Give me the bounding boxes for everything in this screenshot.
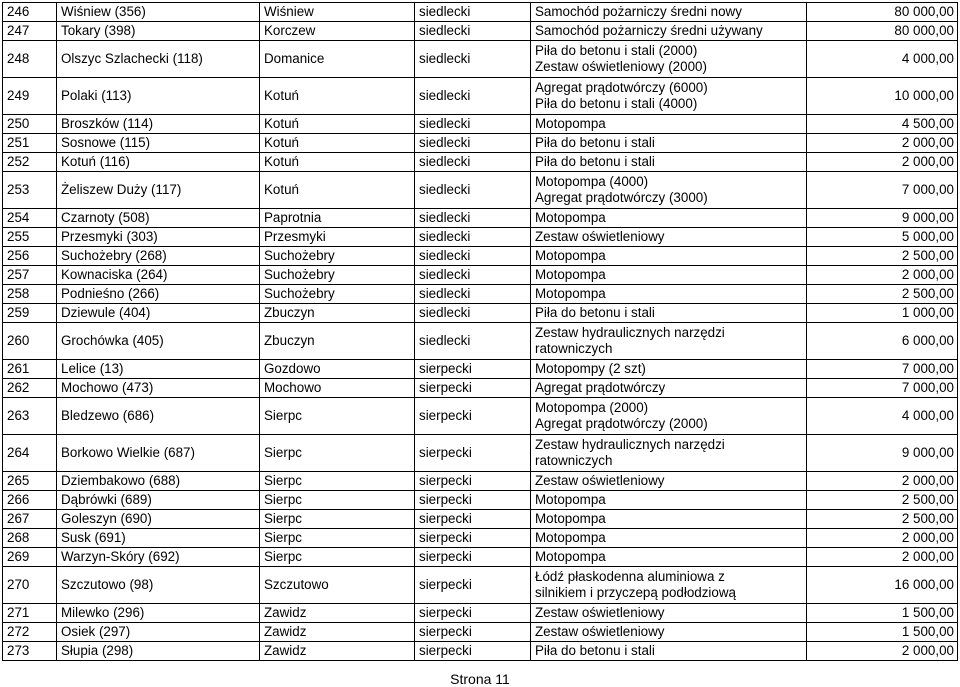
equipment-cell bbox=[531, 379, 807, 398]
commune-cell: Sierpc bbox=[260, 529, 415, 548]
table-row bbox=[3, 548, 958, 567]
equipment-line: Zestaw oświetleniowy bbox=[535, 473, 665, 488]
row-number-cell: 265 bbox=[3, 472, 57, 491]
amount-cell: 4 000,00 bbox=[807, 398, 958, 435]
row-number-cell: 273 bbox=[3, 642, 57, 661]
equipment-line: Agregat prądotwórczy (2000) bbox=[535, 416, 708, 431]
table-row bbox=[3, 323, 958, 360]
commune-cell: Szczutowo bbox=[260, 567, 415, 604]
table-row bbox=[3, 115, 958, 134]
county-cell: siedlecki bbox=[415, 323, 531, 360]
unit-name-cell: Lelice (13) bbox=[57, 360, 260, 379]
county-cell: siedlecki bbox=[415, 134, 531, 153]
table-row bbox=[3, 623, 958, 642]
equipment-cell bbox=[531, 604, 807, 623]
county-cell: siedlecki bbox=[415, 304, 531, 323]
equipment-line: Piła do betonu i stali bbox=[535, 305, 655, 320]
amount-cell: 4 500,00 bbox=[807, 115, 958, 134]
county-cell: siedlecki bbox=[415, 78, 531, 115]
table-row bbox=[3, 266, 958, 285]
county-cell: siedlecki bbox=[415, 41, 531, 78]
table-row bbox=[3, 247, 958, 266]
equipment-cell bbox=[531, 529, 807, 548]
county-cell: siedlecki bbox=[415, 266, 531, 285]
equipment-cell bbox=[531, 642, 807, 661]
county-cell: sierpecki bbox=[415, 623, 531, 642]
equipment-cell bbox=[531, 285, 807, 304]
unit-name-cell: Borkowo Wielkie (687) bbox=[57, 435, 260, 472]
amount-cell: 2 500,00 bbox=[807, 510, 958, 529]
unit-name-cell: Podnieśno (266) bbox=[57, 285, 260, 304]
row-number-cell: 264 bbox=[3, 435, 57, 472]
commune-cell: Suchożebry bbox=[260, 247, 415, 266]
commune-cell: Kotuń bbox=[260, 78, 415, 115]
equipment-cell bbox=[531, 266, 807, 285]
unit-name-cell: Warzyn-Skóry (692) bbox=[57, 548, 260, 567]
county-cell: sierpecki bbox=[415, 510, 531, 529]
row-number-cell: 250 bbox=[3, 115, 57, 134]
amount-cell: 4 000,00 bbox=[807, 41, 958, 78]
unit-name-cell: Szczutowo (98) bbox=[57, 567, 260, 604]
amount-cell: 2 000,00 bbox=[807, 153, 958, 172]
table-row bbox=[3, 285, 958, 304]
county-cell: sierpecki bbox=[415, 642, 531, 661]
commune-cell: Kotuń bbox=[260, 153, 415, 172]
county-cell: sierpecki bbox=[415, 398, 531, 435]
equipment-cell bbox=[531, 360, 807, 379]
table-row bbox=[3, 491, 958, 510]
amount-cell: 16 000,00 bbox=[807, 567, 958, 604]
unit-name-cell: Olszyc Szlachecki (118) bbox=[57, 41, 260, 78]
unit-name-cell: Bledzewo (686) bbox=[57, 398, 260, 435]
amount-cell: 9 000,00 bbox=[807, 435, 958, 472]
equipment-cell bbox=[531, 491, 807, 510]
commune-cell: Gozdowo bbox=[260, 360, 415, 379]
amount-cell: 2 500,00 bbox=[807, 285, 958, 304]
row-number-cell: 247 bbox=[3, 22, 57, 41]
amount-cell: 2 000,00 bbox=[807, 548, 958, 567]
unit-name-cell: Kownaciska (264) bbox=[57, 266, 260, 285]
equipment-line: Agregat prądotwórczy (3000) bbox=[535, 190, 708, 205]
table-row bbox=[3, 529, 958, 548]
amount-cell: 2 000,00 bbox=[807, 134, 958, 153]
commune-cell: Suchożebry bbox=[260, 266, 415, 285]
row-number-cell: 249 bbox=[3, 78, 57, 115]
equipment-cell bbox=[531, 567, 807, 604]
unit-name-cell: Polaki (113) bbox=[57, 78, 260, 115]
amount-cell: 80 000,00 bbox=[807, 22, 958, 41]
county-cell: sierpecki bbox=[415, 472, 531, 491]
amount-cell: 2 000,00 bbox=[807, 472, 958, 491]
row-number-cell: 261 bbox=[3, 360, 57, 379]
equipment-line: Zestaw oświetleniowy (2000) bbox=[535, 59, 707, 74]
equipment-line: Motopompa bbox=[535, 511, 606, 526]
table-row bbox=[3, 172, 958, 209]
table-row bbox=[3, 153, 958, 172]
unit-name-cell: Czarnoty (508) bbox=[57, 209, 260, 228]
equipment-line: silnikiem i przyczepą podłodziową bbox=[535, 585, 736, 600]
amount-cell: 1 500,00 bbox=[807, 604, 958, 623]
commune-cell: Korczew bbox=[260, 22, 415, 41]
equipment-cell bbox=[531, 398, 807, 435]
unit-name-cell: Żeliszew Duży (117) bbox=[57, 172, 260, 209]
table-row bbox=[3, 642, 958, 661]
amount-cell: 7 000,00 bbox=[807, 360, 958, 379]
equipment-cell bbox=[531, 228, 807, 247]
county-cell: siedlecki bbox=[415, 115, 531, 134]
row-number-cell: 269 bbox=[3, 548, 57, 567]
equipment-cell bbox=[531, 153, 807, 172]
commune-cell: Kotuń bbox=[260, 115, 415, 134]
commune-cell: Sierpc bbox=[260, 398, 415, 435]
equipment-cell bbox=[531, 134, 807, 153]
table-row bbox=[3, 304, 958, 323]
equipment-line: Motopompa bbox=[535, 492, 606, 507]
equipment-cell bbox=[531, 78, 807, 115]
commune-cell: Wiśniew bbox=[260, 3, 415, 22]
table-row bbox=[3, 567, 958, 604]
row-number-cell: 252 bbox=[3, 153, 57, 172]
equipment-line: Piła do betonu i stali bbox=[535, 154, 655, 169]
table-row bbox=[3, 360, 958, 379]
amount-cell: 1 000,00 bbox=[807, 304, 958, 323]
equipment-line: Zestaw hydraulicznych narzędzi bbox=[535, 325, 725, 340]
commune-cell: Domanice bbox=[260, 41, 415, 78]
row-number-cell: 258 bbox=[3, 285, 57, 304]
equipment-line: Samochód pożarniczy średni używany bbox=[535, 23, 763, 38]
unit-name-cell: Wiśniew (356) bbox=[57, 3, 260, 22]
county-cell: siedlecki bbox=[415, 153, 531, 172]
unit-name-cell: Słupia (298) bbox=[57, 642, 260, 661]
table-row bbox=[3, 78, 958, 115]
equipment-cell bbox=[531, 41, 807, 78]
amount-cell: 7 000,00 bbox=[807, 379, 958, 398]
commune-cell: Kotuń bbox=[260, 134, 415, 153]
table-row bbox=[3, 134, 958, 153]
commune-cell: Przesmyki bbox=[260, 228, 415, 247]
table-row bbox=[3, 398, 958, 435]
unit-name-cell: Milewko (296) bbox=[57, 604, 260, 623]
equipment-line: Zestaw oświetleniowy bbox=[535, 624, 665, 639]
commune-cell: Sierpc bbox=[260, 472, 415, 491]
row-number-cell: 270 bbox=[3, 567, 57, 604]
unit-name-cell: Kotuń (116) bbox=[57, 153, 260, 172]
unit-name-cell: Dziembakowo (688) bbox=[57, 472, 260, 491]
table-body bbox=[3, 3, 958, 661]
amount-cell: 2 000,00 bbox=[807, 266, 958, 285]
commune-cell: Zawidz bbox=[260, 642, 415, 661]
amount-cell: 2 000,00 bbox=[807, 529, 958, 548]
commune-cell: Sierpc bbox=[260, 435, 415, 472]
unit-name-cell: Tokary (398) bbox=[57, 22, 260, 41]
commune-cell: Sierpc bbox=[260, 548, 415, 567]
equipment-line: ratowniczych bbox=[535, 341, 613, 356]
county-cell: sierpecki bbox=[415, 491, 531, 510]
unit-name-cell: Goleszyn (690) bbox=[57, 510, 260, 529]
amount-cell: 5 000,00 bbox=[807, 228, 958, 247]
unit-name-cell: Susk (691) bbox=[57, 529, 260, 548]
row-number-cell: 262 bbox=[3, 379, 57, 398]
row-number-cell: 254 bbox=[3, 209, 57, 228]
county-cell: siedlecki bbox=[415, 22, 531, 41]
amount-cell: 80 000,00 bbox=[807, 3, 958, 22]
equipment-line: Piła do betonu i stali bbox=[535, 135, 655, 150]
county-cell: sierpecki bbox=[415, 379, 531, 398]
equipment-line: ratowniczych bbox=[535, 453, 613, 468]
equipment-cell bbox=[531, 3, 807, 22]
county-cell: siedlecki bbox=[415, 172, 531, 209]
equipment-cell bbox=[531, 435, 807, 472]
commune-cell: Mochowo bbox=[260, 379, 415, 398]
unit-name-cell: Dziewule (404) bbox=[57, 304, 260, 323]
amount-cell: 6 000,00 bbox=[807, 323, 958, 360]
unit-name-cell: Suchożebry (268) bbox=[57, 247, 260, 266]
unit-name-cell: Grochówka (405) bbox=[57, 323, 260, 360]
table-row bbox=[3, 379, 958, 398]
equipment-line: Piła do betonu i stali (2000) bbox=[535, 43, 698, 58]
commune-cell: Kotuń bbox=[260, 172, 415, 209]
equipment-cell bbox=[531, 172, 807, 209]
equipment-line: Motopompa bbox=[535, 549, 606, 564]
equipment-line: Motopompa bbox=[535, 530, 606, 545]
allocation-table bbox=[2, 2, 958, 661]
equipment-line: Zestaw oświetleniowy bbox=[535, 229, 665, 244]
amount-cell: 9 000,00 bbox=[807, 209, 958, 228]
table-row bbox=[3, 3, 958, 22]
equipment-line: Piła do betonu i stali bbox=[535, 643, 655, 658]
equipment-cell bbox=[531, 247, 807, 266]
amount-cell: 2 500,00 bbox=[807, 247, 958, 266]
county-cell: siedlecki bbox=[415, 3, 531, 22]
equipment-cell bbox=[531, 323, 807, 360]
amount-cell: 2 000,00 bbox=[807, 642, 958, 661]
table-row bbox=[3, 228, 958, 247]
equipment-line: Motopompa bbox=[535, 267, 606, 282]
table-row bbox=[3, 209, 958, 228]
county-cell: siedlecki bbox=[415, 209, 531, 228]
equipment-cell bbox=[531, 623, 807, 642]
commune-cell: Sierpc bbox=[260, 491, 415, 510]
equipment-line: Motopompa (4000) bbox=[535, 174, 649, 189]
equipment-line: Samochód pożarniczy średni nowy bbox=[535, 4, 742, 19]
row-number-cell: 267 bbox=[3, 510, 57, 529]
table-row bbox=[3, 435, 958, 472]
commune-cell: Suchożebry bbox=[260, 285, 415, 304]
equipment-line: Łódź płaskodenna aluminiowa z bbox=[535, 569, 725, 584]
commune-cell: Zbuczyn bbox=[260, 323, 415, 360]
unit-name-cell: Sosnowe (115) bbox=[57, 134, 260, 153]
equipment-line: Zestaw hydraulicznych narzędzi bbox=[535, 437, 725, 452]
row-number-cell: 248 bbox=[3, 41, 57, 78]
table-row bbox=[3, 22, 958, 41]
equipment-cell bbox=[531, 510, 807, 529]
equipment-line: Motopompy (2 szt) bbox=[535, 361, 646, 376]
equipment-line: Agregat prądotwórczy (6000) bbox=[535, 80, 708, 95]
equipment-cell bbox=[531, 209, 807, 228]
commune-cell: Zawidz bbox=[260, 604, 415, 623]
row-number-cell: 260 bbox=[3, 323, 57, 360]
unit-name-cell: Broszków (114) bbox=[57, 115, 260, 134]
equipment-line: Agregat prądotwórczy bbox=[535, 380, 666, 395]
county-cell: sierpecki bbox=[415, 435, 531, 472]
equipment-line: Motopompa bbox=[535, 116, 606, 131]
county-cell: siedlecki bbox=[415, 285, 531, 304]
unit-name-cell: Osiek (297) bbox=[57, 623, 260, 642]
row-number-cell: 246 bbox=[3, 3, 57, 22]
row-number-cell: 268 bbox=[3, 529, 57, 548]
row-number-cell: 266 bbox=[3, 491, 57, 510]
row-number-cell: 272 bbox=[3, 623, 57, 642]
unit-name-cell: Mochowo (473) bbox=[57, 379, 260, 398]
row-number-cell: 271 bbox=[3, 604, 57, 623]
equipment-cell bbox=[531, 22, 807, 41]
table-row bbox=[3, 41, 958, 78]
row-number-cell: 251 bbox=[3, 134, 57, 153]
equipment-line: Motopompa bbox=[535, 248, 606, 263]
county-cell: siedlecki bbox=[415, 228, 531, 247]
commune-cell: Paprotnia bbox=[260, 209, 415, 228]
equipment-line: Motopompa bbox=[535, 286, 606, 301]
row-number-cell: 263 bbox=[3, 398, 57, 435]
table-row bbox=[3, 472, 958, 491]
unit-name-cell: Dąbrówki (689) bbox=[57, 491, 260, 510]
row-number-cell: 257 bbox=[3, 266, 57, 285]
unit-name-cell: Przesmyki (303) bbox=[57, 228, 260, 247]
amount-cell: 2 500,00 bbox=[807, 491, 958, 510]
equipment-line: Motopompa bbox=[535, 210, 606, 225]
equipment-cell bbox=[531, 304, 807, 323]
amount-cell: 7 000,00 bbox=[807, 172, 958, 209]
row-number-cell: 253 bbox=[3, 172, 57, 209]
equipment-line: Piła do betonu i stali (4000) bbox=[535, 96, 698, 111]
amount-cell: 1 500,00 bbox=[807, 623, 958, 642]
table-row bbox=[3, 510, 958, 529]
amount-cell: 10 000,00 bbox=[807, 78, 958, 115]
county-cell: sierpecki bbox=[415, 604, 531, 623]
table-row bbox=[3, 604, 958, 623]
county-cell: sierpecki bbox=[415, 548, 531, 567]
commune-cell: Zbuczyn bbox=[260, 304, 415, 323]
equipment-cell bbox=[531, 472, 807, 491]
row-number-cell: 259 bbox=[3, 304, 57, 323]
equipment-line: Motopompa (2000) bbox=[535, 400, 649, 415]
commune-cell: Sierpc bbox=[260, 510, 415, 529]
county-cell: sierpecki bbox=[415, 567, 531, 604]
county-cell: sierpecki bbox=[415, 529, 531, 548]
county-cell: siedlecki bbox=[415, 247, 531, 266]
equipment-cell bbox=[531, 548, 807, 567]
commune-cell: Zawidz bbox=[260, 623, 415, 642]
equipment-line: Zestaw oświetleniowy bbox=[535, 605, 665, 620]
row-number-cell: 255 bbox=[3, 228, 57, 247]
county-cell: sierpecki bbox=[415, 360, 531, 379]
page-number: Strona 11 bbox=[450, 671, 510, 687]
row-number-cell: 256 bbox=[3, 247, 57, 266]
equipment-cell bbox=[531, 115, 807, 134]
